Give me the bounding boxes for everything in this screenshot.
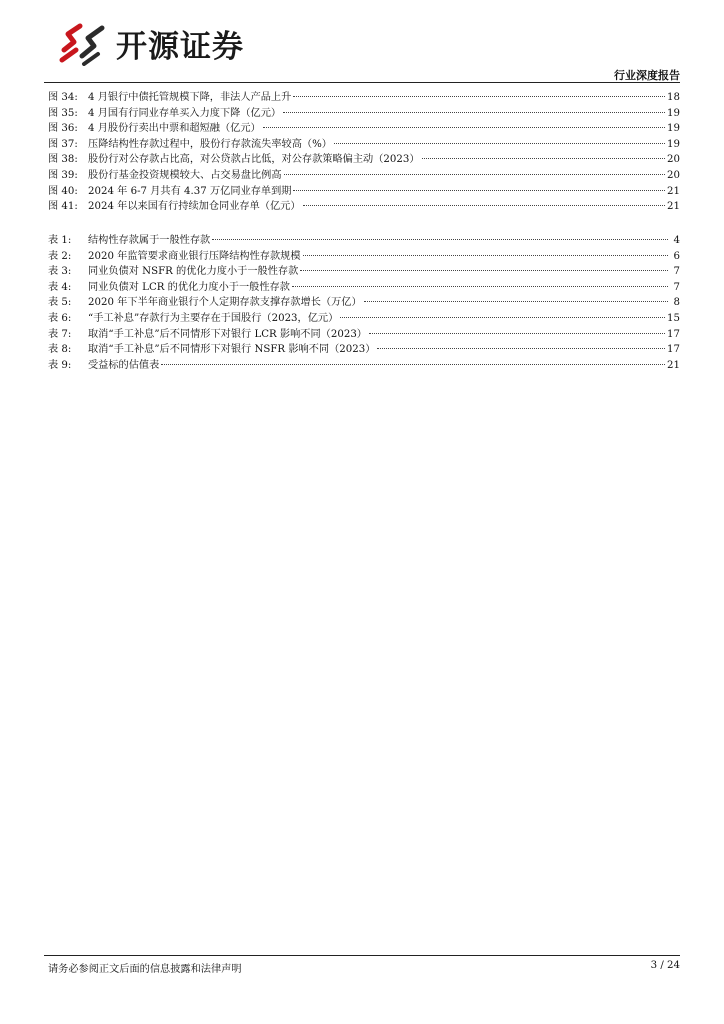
toc-dot-leader	[334, 143, 665, 144]
toc-entry-title: 受益标的估值表	[88, 359, 160, 371]
footer-divider	[44, 955, 680, 956]
toc-entry-page: 20	[667, 169, 680, 181]
figure-toc-entry[interactable]	[48, 184, 680, 200]
toc-entry-title: 股份行对公存款占比高，对公贷款占比低，对公存款策略偏主动（2023）	[88, 154, 420, 166]
table-toc-entry[interactable]	[48, 358, 680, 374]
toc-entry-number: 表 1:	[48, 235, 72, 246]
toc-dot-leader	[422, 158, 665, 159]
toc-entry-number: 表 7:	[48, 328, 72, 340]
toc-entry-page: 7	[673, 281, 680, 293]
figure-toc-entry[interactable]	[48, 168, 680, 184]
figure-toc-entry[interactable]	[48, 90, 680, 106]
toc-entry-title: 股份行基金投资规模较大、占交易盘比例高	[88, 169, 282, 181]
toc-entry-number: 表 5:	[48, 297, 72, 309]
toc-entry-title: 压降结构性存款过程中，股份行存款流失率较高（%）	[88, 138, 332, 150]
table-toc-entry[interactable]	[48, 249, 680, 265]
toc-entry-number: 表 8:	[48, 344, 72, 356]
toc-entry-title: 同业负债对 NSFR 的优化力度小于一般性存款	[88, 266, 299, 278]
page-number: 3 / 24	[650, 960, 680, 971]
toc-entry-number: 图 39:	[48, 169, 78, 181]
toc-entry-title: 4 月股份行卖出中票和超短融（亿元）	[88, 123, 261, 135]
toc-dot-leader	[212, 239, 668, 240]
toc-entry-page: 18	[667, 92, 680, 103]
table-toc-entry[interactable]	[48, 233, 680, 249]
toc-dot-leader	[293, 96, 665, 97]
toc-entry-page: 19	[667, 123, 680, 135]
toc-entry-title: 2020 年下半年商业银行个人定期存款支撑存款增长（万亿）	[88, 297, 362, 309]
toc-entry-page: 21	[667, 201, 680, 213]
company-logo	[58, 20, 244, 66]
figure-toc-entry[interactable]	[48, 137, 680, 153]
table-toc-entry[interactable]	[48, 264, 680, 280]
toc-entry-title: 取消“手工补息”后不同情形下对银行 NSFR 影响不同（2023）	[88, 344, 376, 356]
table-toc-entry[interactable]	[48, 342, 680, 358]
toc-entry-number: 表 9:	[48, 359, 72, 371]
toc-dot-leader	[263, 127, 665, 128]
toc-entry-page: 20	[667, 154, 680, 166]
toc-entry-number: 表 2:	[48, 250, 72, 262]
header-divider	[44, 82, 680, 83]
toc-entry-number: 表 6:	[48, 312, 72, 324]
toc-entry-title: 取消“手工补息”后不同情形下对银行 LCR 影响不同（2023）	[88, 328, 367, 340]
table-toc-entry[interactable]	[48, 311, 680, 327]
toc-entry-number: 图 38:	[48, 154, 78, 166]
toc-dot-leader	[292, 286, 668, 287]
toc-dot-leader	[340, 317, 665, 318]
toc-dot-leader	[300, 270, 668, 271]
toc-entry-number: 图 37:	[48, 138, 78, 150]
kaiyuan-logo-icon	[58, 20, 110, 66]
table-toc-entry[interactable]	[48, 327, 680, 343]
toc-entry-title: “手工补息”存款行为主要存在于国股行（2023，亿元）	[88, 312, 339, 324]
toc-dot-leader	[303, 205, 665, 206]
toc-entry-title: 结构性存款属于一般性存款	[88, 235, 211, 246]
report-type-label: 行业深度报告	[614, 69, 680, 82]
toc-entry-title: 4 月国有行同业存单买入力度下降（亿元）	[88, 107, 282, 119]
toc-entry-number: 图 41:	[48, 201, 78, 213]
toc-dot-leader	[364, 301, 668, 302]
footer-disclaimer: 请务必参阅正文后面的信息披露和法律声明	[48, 964, 242, 975]
toc-dot-leader	[284, 174, 665, 175]
figure-toc-entry[interactable]	[48, 121, 680, 137]
toc-entry-number: 表 4:	[48, 281, 72, 293]
toc-dot-leader	[283, 112, 665, 113]
table-toc-entry[interactable]	[48, 295, 680, 311]
toc-entry-page: 8	[673, 297, 680, 309]
toc-entry-page: 15	[667, 312, 680, 324]
toc-entry-page: 17	[667, 344, 680, 356]
toc-entry-page: 4	[673, 235, 680, 246]
toc-dot-leader	[303, 255, 668, 256]
page-header	[0, 0, 724, 86]
toc-entry-page: 17	[667, 328, 680, 340]
figure-toc-entry[interactable]	[48, 106, 680, 122]
toc-entry-title: 同业负债对 LCR 的优化力度小于一般性存款	[88, 281, 290, 293]
toc-entry-page: 21	[667, 185, 680, 197]
toc-entry-number: 表 3:	[48, 266, 72, 278]
figure-list	[48, 90, 680, 215]
toc-dot-leader	[369, 333, 665, 334]
toc-entry-number: 图 35:	[48, 107, 78, 119]
toc-entry-number: 图 34:	[48, 92, 78, 103]
toc-dot-leader	[377, 348, 665, 349]
toc-entry-page: 6	[673, 250, 680, 262]
toc-entry-title: 2020 年监管要求商业银行压降结构性存款规模	[88, 250, 301, 262]
toc-entry-page: 7	[673, 266, 680, 278]
logo-text: 开源证券	[116, 28, 244, 65]
table-list	[48, 233, 680, 373]
figure-toc-entry[interactable]	[48, 152, 680, 168]
toc-entry-number: 图 36:	[48, 123, 78, 135]
toc-entry-title: 2024 年以来国有行持续加仓同业存单（亿元）	[88, 201, 301, 213]
toc-entry-page: 19	[667, 107, 680, 119]
toc-entry-number: 图 40:	[48, 185, 78, 197]
toc-dot-leader	[161, 364, 665, 365]
figure-toc-entry[interactable]	[48, 199, 680, 215]
table-toc-entry[interactable]	[48, 280, 680, 296]
toc-entry-page: 19	[667, 138, 680, 150]
toc-dot-leader	[293, 190, 665, 191]
toc-entry-title: 2024 年 6-7 月共有 4.37 万亿同业存单到期	[88, 185, 292, 197]
toc-entry-page: 21	[667, 359, 680, 371]
toc-entry-title: 4 月银行中债托管规模下降，非法人产品上升	[88, 92, 292, 103]
